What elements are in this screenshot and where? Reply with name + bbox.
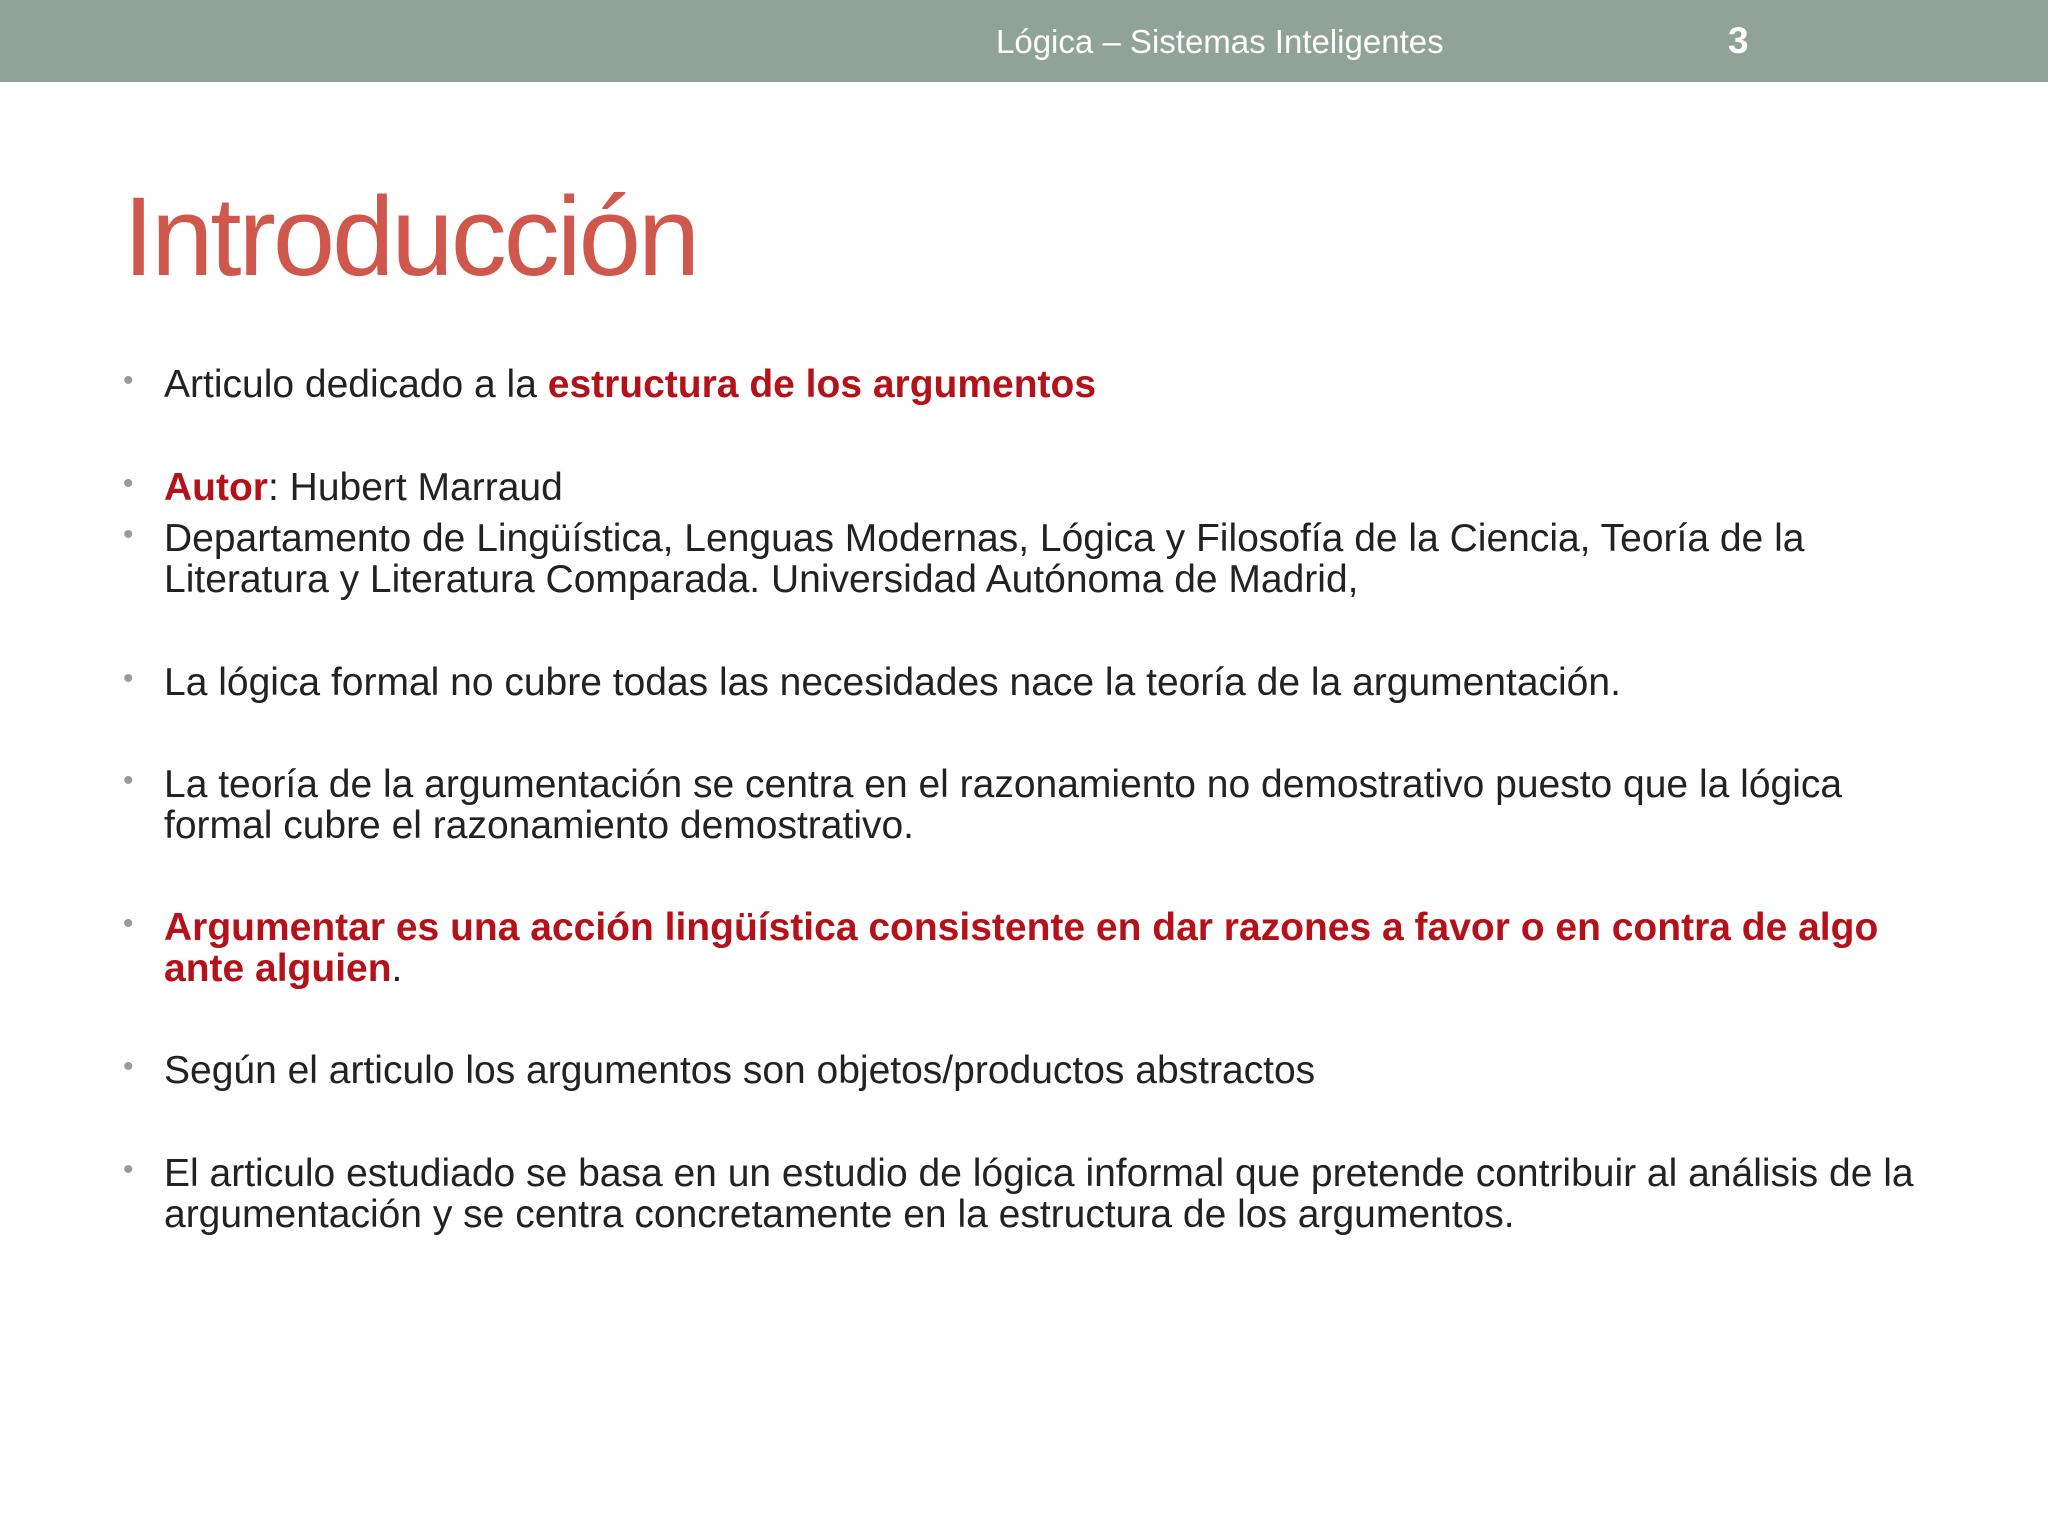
bullet-text: Según el articulo los argumentos son objetos/productos abstractos	[164, 1049, 1316, 1092]
bullet-dot: •	[123, 764, 134, 797]
bullet-dot: •	[123, 518, 134, 551]
emphasis-text: Autor	[164, 466, 268, 509]
bullet-text: Departamento de Lingüística, Lenguas Modernas, Lógica y Filosofía de la Ciencia, Teoría de la Literatura y Literatura Comparada. Universidad Autónoma de Madrid,	[164, 517, 1805, 601]
header-bar	[0, 0, 2048, 82]
bullet-dot: •	[123, 907, 134, 940]
bullet-text: Argumentar es una acción lingüística consistente en dar razones a favor o en contra de algo ante alguien.	[164, 906, 1879, 990]
bullet-text: Articulo dedicado a la estructura de los argumentos	[164, 363, 1097, 406]
bullet-dot: •	[123, 467, 134, 500]
bullet-dot: •	[123, 1050, 134, 1083]
bullet-text: La teoría de la argumentación se centra en el razonamiento no demostrativo puesto que la lógica formal cubre el razonamiento demostrativo.	[164, 763, 1843, 847]
emphasis-text: estructura de los argumentos	[547, 363, 1097, 406]
bullet-text: Autor: Hubert Marraud	[164, 466, 563, 509]
bullet-text: La lógica formal no cubre todas las necesidades nace la teoría de la argumentación.	[164, 661, 1621, 704]
bullet-dot: •	[123, 662, 134, 695]
bullet-dot: •	[123, 1153, 134, 1186]
emphasis-text: Argumentar es una acción lingüística consistente en dar razones a favor o en contra de algo ante alguien	[164, 906, 1879, 990]
page-number: 3	[1728, 20, 1749, 61]
bullet-dot: •	[123, 364, 134, 397]
slide-title: Introducción	[123, 174, 698, 299]
header-title: Lógica – Sistemas Inteligentes	[996, 23, 1444, 60]
bullet-text: El articulo estudiado se basa en un estudio de lógica informal que pretende contribuir al análisis de la argumentación y se centra concretamente en la estructura de los argumentos.	[164, 1152, 1914, 1236]
